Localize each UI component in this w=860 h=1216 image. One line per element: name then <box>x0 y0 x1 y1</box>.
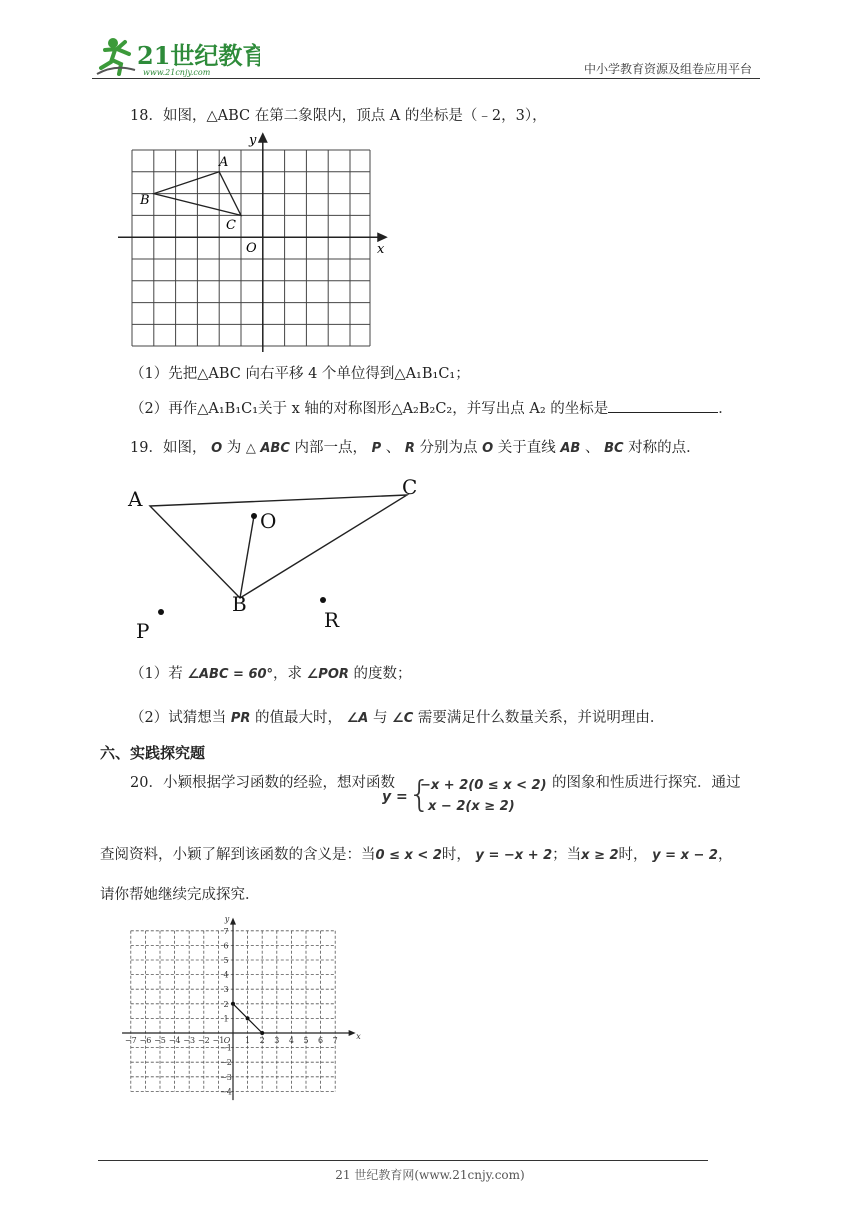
q19-part2: （2）试猜想当 PR 的值最大时， ∠A 与 ∠C 需要满足什么数量关系，并说明理由． <box>130 710 665 726</box>
q20-line3: 请你帮她继续完成探究． <box>100 887 260 903</box>
q19-stem: 19．如图， O 为 △ ABC 内部一点， P 、 R 分别为点 O 关于直线 AB 、 BC 对称的点． <box>130 440 701 456</box>
piecewise-function: y = { −x + 2(0 ≤ x < 2) x − 2(x ≥ 2) <box>382 774 547 815</box>
fig-label-p: P <box>136 619 150 643</box>
axis-x-label: x <box>356 1032 361 1041</box>
y-tick-label: 5 <box>223 956 229 965</box>
axis-y-label: y <box>224 914 230 924</box>
runner-icon <box>97 38 135 74</box>
x-tick-label: 7 <box>332 1036 338 1045</box>
label-y-axis: y <box>249 133 257 148</box>
x-tick-label: 6 <box>318 1036 324 1045</box>
section-title: 六、实践探究题 <box>100 744 206 762</box>
x-tick-label: −5 <box>154 1036 166 1045</box>
fig-label-c: C <box>402 475 418 499</box>
header-divider <box>92 78 760 79</box>
plotted-point <box>231 1002 235 1006</box>
fig-label-r: R <box>324 608 340 632</box>
footer-text: 21 世纪教育网(www.21cnjy.com) <box>335 1168 525 1182</box>
fig-label-o: O <box>260 509 277 533</box>
y-tick-label: 6 <box>223 941 229 951</box>
point-o <box>251 513 257 519</box>
fig-label-b: B <box>232 592 247 616</box>
y-tick-label: −4 <box>220 1087 232 1097</box>
x-tick-label: 1 <box>245 1036 251 1045</box>
x-axis-arrow <box>349 1030 356 1036</box>
x-tick-label: 5 <box>303 1036 309 1045</box>
x-tick-label: 3 <box>274 1036 280 1045</box>
footer-divider <box>98 1160 708 1161</box>
x-tick-label: 2 <box>259 1036 265 1045</box>
fig-label-a: A <box>128 487 143 511</box>
y-tick-label: 7 <box>223 926 229 936</box>
y-tick-label: −2 <box>220 1058 232 1068</box>
y-tick-label: 2 <box>223 999 229 1009</box>
label-c: C <box>226 218 236 233</box>
q18-figure <box>112 130 392 352</box>
label-origin: O <box>246 241 257 256</box>
q20-line1: 20．小颖根据学习函数的经验，想对函数 <box>130 775 395 791</box>
logo <box>95 34 260 79</box>
label-b: B <box>140 193 150 208</box>
label-x-axis: x <box>377 242 385 257</box>
x-tick-label: 4 <box>288 1036 294 1045</box>
segment-bo <box>240 516 254 598</box>
y-tick-label: 3 <box>223 985 229 995</box>
y-axis-arrow <box>230 918 236 925</box>
x-tick-label: −6 <box>139 1036 152 1045</box>
platform-name: 中小学教育资源及组卷应用平台 <box>583 62 752 76</box>
q20-line2: 查阅资料，小颖了解到该函数的含义是：当0 ≤ x < 2时， y = −x + 2；当x ≥ 2时， y = x − 2， <box>100 847 733 863</box>
x-tick-label: −4 <box>168 1036 181 1045</box>
logo-text: 21世纪教育 <box>137 41 260 70</box>
plotted-point <box>246 1016 250 1020</box>
y-tick-label: 1 <box>223 1014 229 1024</box>
q18-part2: （2）再作△A₁B₁C₁关于 x 轴的对称图形△A₂B₂C₂，并写出点 A₂ 的坐标是 ． <box>130 398 733 419</box>
x-tick-label: −3 <box>183 1036 196 1045</box>
q20-line1-end: 的图象和性质进行探究．通过 <box>552 775 741 791</box>
q18-stem: 18．如图，△ABC 在第二象限内，顶点 A 的坐标是（﹣2，3）， <box>130 108 547 124</box>
plotted-point <box>260 1031 264 1035</box>
y-tick-label: 4 <box>223 970 229 980</box>
y-tick-label: −3 <box>220 1072 232 1082</box>
answer-blank[interactable] <box>608 398 718 413</box>
origin-label: O <box>223 1036 231 1045</box>
point-r <box>320 597 326 603</box>
triangle-abc-19 <box>150 495 407 598</box>
label-a: A <box>219 155 229 170</box>
y-tick-label: −1 <box>220 1043 232 1053</box>
x-tick-label: −1 <box>212 1036 225 1045</box>
point-p <box>158 609 164 615</box>
logo-url: www.21cnjy.com <box>143 68 211 77</box>
q18-part1: （1）先把△ABC 向右平移 4 个单位得到△A₁B₁C₁； <box>130 366 470 382</box>
q19-part1: （1）若 ∠ABC = 60°，求 ∠POR 的度数； <box>130 666 412 682</box>
q19-figure <box>118 470 438 650</box>
q20-coordinate-grid <box>115 912 365 1110</box>
x-tick-label: −7 <box>124 1036 137 1045</box>
x-tick-label: −2 <box>197 1036 210 1045</box>
